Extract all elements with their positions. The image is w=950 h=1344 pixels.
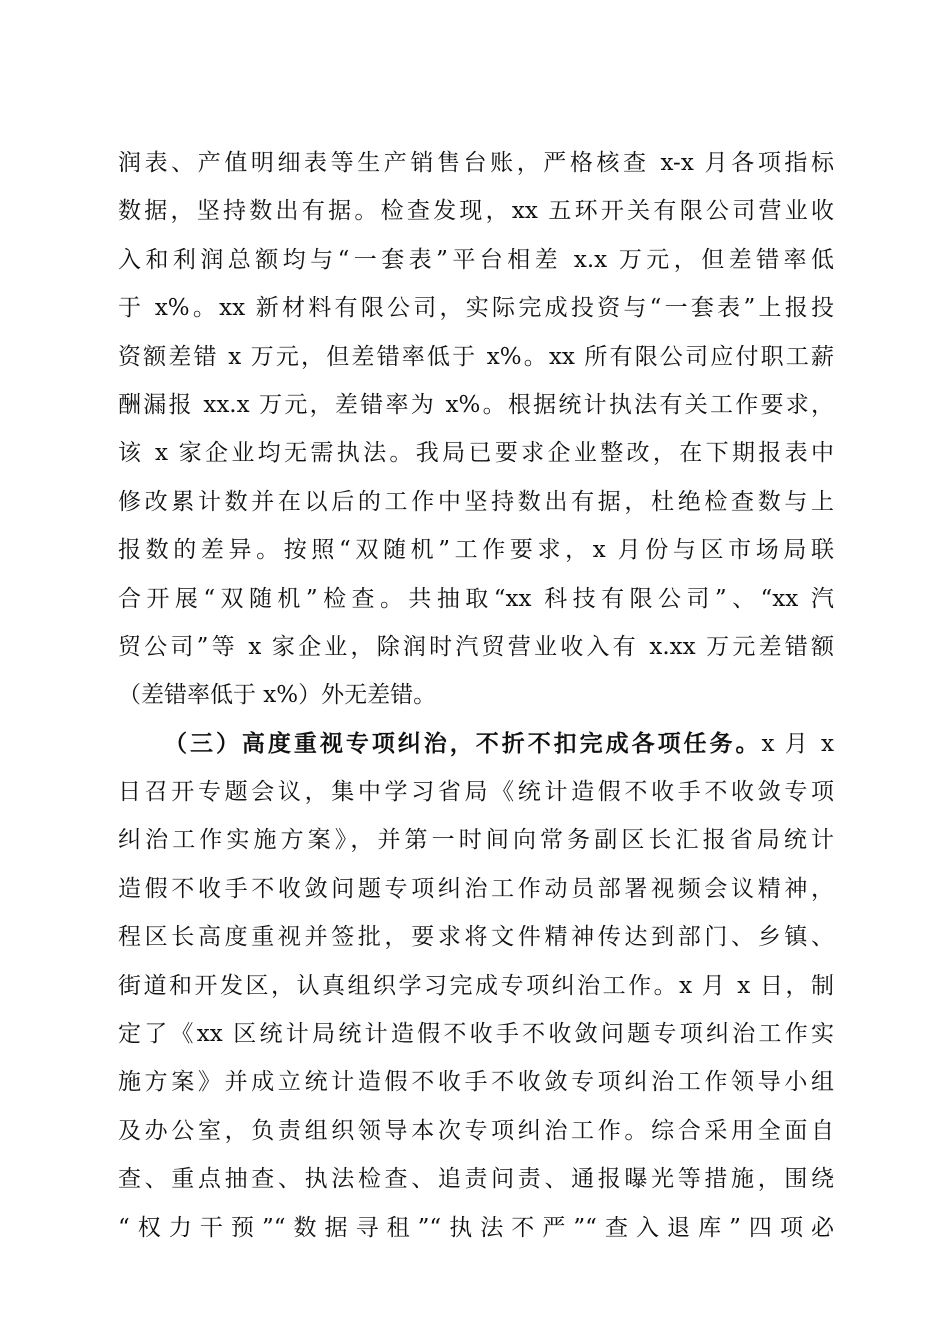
paragraph-statistics-check bbox=[118, 139, 834, 720]
text-line: 街道和开发区，认真组织学习完成专项纠治工作。x 月 x 日，制 bbox=[118, 972, 834, 999]
text-line: 日召开专题会议，集中学习省局《统计造假不收手不收敛专项 bbox=[118, 779, 834, 806]
text-segment: x 月 x bbox=[761, 730, 834, 757]
text-line: 酬漏报 xx.x 万元，差错率为 x%。根据统计执法有关工作要求， bbox=[118, 391, 834, 418]
text-line: 合开展“双随机”检查。共抽取“xx 科技有限公司”、“xx 汽 bbox=[118, 585, 834, 612]
text-line: 入和利润总额均与“一套表”平台相差 x.x 万元，但差错率低 bbox=[118, 246, 834, 273]
text-line: 润表、产值明细表等生产销售台账，严格核查 x-x 月各项指标 bbox=[118, 150, 834, 176]
section-heading-line bbox=[118, 720, 834, 768]
text-line: “权力干预”“数据寻租”“执法不严”“查入退库”四项必 bbox=[118, 1214, 834, 1241]
text-line: 数据，坚持数出有据。检查发现，xx 五环开关有限公司营业收 bbox=[118, 198, 834, 225]
text-line: 造假不收手不收敛问题专项纠治工作动员部署视频会议精神， bbox=[118, 875, 834, 902]
text-line: 施方案》并成立统计造假不收手不收敛专项纠治工作领导小组 bbox=[118, 1069, 834, 1096]
text-line: 报数的差异。按照“双随机”工作要求，x 月份与区市场局联 bbox=[118, 537, 834, 564]
text-line: 该 x 家企业均无需执法。我局已要求企业整改，在下期报表中 bbox=[118, 440, 834, 467]
text-line: 程区长高度重视并签批，要求将文件精神传达到部门、乡镇、 bbox=[118, 924, 834, 951]
text-line: 纠治工作实施方案》，并第一时间向常务副区长汇报省局统计 bbox=[118, 827, 834, 854]
paragraph-special-rectification bbox=[118, 720, 834, 1252]
document-page bbox=[118, 139, 834, 1252]
text-line: 贸公司”等 x 家企业，除润时汽贸营业收入有 x.xx 万元差错额 bbox=[118, 633, 834, 660]
text-line: （差错率低于 x%）外无差错。 bbox=[118, 682, 437, 709]
text-line: 定了《xx 区统计局统计造假不收手不收敛问题专项纠治工作实 bbox=[118, 1021, 834, 1048]
text-line: 查、重点抽查、执法检查、追责问责、通报曝光等措施，围绕 bbox=[118, 1166, 834, 1193]
section-heading: （三）高度重视专项纠治，不折不扣完成各项任务。 bbox=[164, 729, 762, 757]
text-line: 资额差错 x 万元，但差错率低于 x%。xx 所有限公司应付职工薪 bbox=[118, 343, 834, 370]
text-line: 及办公室，负责组织领导本次专项纠治工作。综合采用全面自 bbox=[118, 1117, 834, 1144]
text-line: 于 x%。xx 新材料有限公司，实际完成投资与“一套表”上报投 bbox=[118, 295, 834, 322]
text-line: 修改累计数并在以后的工作中坚持数出有据，杜绝检查数与上 bbox=[118, 488, 834, 515]
